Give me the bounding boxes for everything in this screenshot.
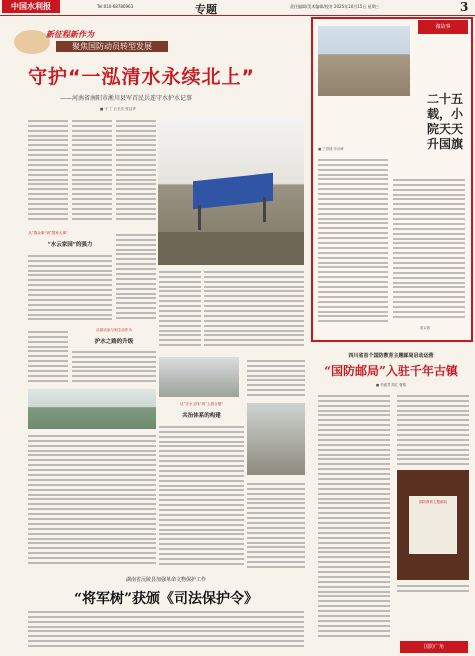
mid-column-text bbox=[247, 357, 305, 399]
right-mid-text bbox=[247, 480, 305, 572]
post-office-byline: ■ 李盛君 胡汇 曹锦 bbox=[375, 383, 407, 387]
section-title: 专题 bbox=[195, 3, 217, 16]
micro-story-text-right bbox=[393, 176, 465, 324]
lower-left-text bbox=[28, 432, 156, 572]
dam-photo bbox=[159, 357, 239, 397]
main-headline: 守护“一泓清水永续北上” bbox=[28, 66, 255, 88]
micro-story-byline: ■ 王群楠 李岩峰 bbox=[318, 147, 344, 151]
banner-line-1: 新征程新作为 bbox=[46, 30, 94, 39]
banner-line-2: 聚焦国防动员转型发展 bbox=[56, 41, 168, 52]
micro-story-signoff: 翟双旗 bbox=[420, 326, 431, 330]
main-text-col2 bbox=[72, 117, 112, 225]
header-tel: Tel:010-68786963 bbox=[97, 4, 134, 9]
photo-post bbox=[198, 205, 201, 230]
riverside-photo bbox=[247, 403, 305, 475]
mid-text-col bbox=[116, 231, 156, 321]
bottom-headline: “将军树”获颁《司法保护令》 bbox=[73, 591, 259, 607]
main-byline: ■ 于 丁 石长庆 张启华 bbox=[100, 107, 136, 111]
section2-kicker: 从被动参与到主动作为 bbox=[96, 328, 132, 332]
main-text-col1 bbox=[28, 117, 68, 225]
photo-caption bbox=[397, 582, 469, 594]
section2-text-b bbox=[72, 348, 156, 386]
post-office-text-1 bbox=[318, 392, 390, 642]
left-of-dam-text bbox=[159, 268, 201, 353]
post-office-text-2 bbox=[397, 392, 469, 468]
flag-yard-photo bbox=[318, 26, 410, 96]
section3-text bbox=[159, 423, 244, 572]
header-info: 责任编辑/美术编辑/校对 2025年10月15日 星期三 bbox=[290, 4, 380, 9]
section2-text bbox=[28, 328, 68, 386]
section3-kicker: 从“守水卫线”到“上游合璧” bbox=[179, 402, 224, 406]
pond-photo bbox=[28, 389, 156, 429]
main-photo bbox=[158, 117, 304, 265]
photo-sign bbox=[193, 173, 273, 209]
photo-water bbox=[158, 232, 304, 265]
photo-post bbox=[263, 197, 266, 222]
post-office-kicker: 四川省首个国防教育主题邮局启动运营 bbox=[348, 353, 434, 359]
micro-story-text-left bbox=[318, 156, 388, 326]
plaque-text: 国防教育主题邮局 bbox=[419, 500, 447, 504]
newspaper-logo: 中国水利报 bbox=[2, 0, 60, 13]
right-of-photo-text bbox=[204, 268, 304, 353]
banner-emblem-icon bbox=[14, 30, 50, 54]
section2-title: 护水之路的升级 bbox=[94, 339, 134, 345]
section1-kicker: 从“群众事”到“国家大事” bbox=[28, 231, 68, 235]
main-text-col3 bbox=[116, 117, 156, 225]
post-office-headline: “国防邮局”入驻千年古镇 bbox=[324, 364, 458, 378]
section1-title: “水云家园”的强力 bbox=[47, 242, 93, 248]
main-subhead: ——河南省南阳市淅川县军首民兵连守水护水记事 bbox=[60, 95, 193, 102]
bottom-text bbox=[28, 608, 304, 654]
micro-story-tag: 微故事 bbox=[418, 20, 468, 34]
section-footer-logo: 国防广角 bbox=[400, 641, 468, 653]
section1-text bbox=[28, 252, 112, 322]
post-office-photo bbox=[397, 470, 469, 580]
bottom-kicker: 湖南省沅陵县加强革命文物保护工作 bbox=[125, 577, 206, 583]
page-number: 3 bbox=[460, 0, 469, 14]
section3-title: 共治体系的构建 bbox=[182, 413, 221, 419]
micro-story-headline: 二十五载，小院天天升国旗 bbox=[426, 92, 463, 151]
page-header bbox=[0, 0, 475, 16]
